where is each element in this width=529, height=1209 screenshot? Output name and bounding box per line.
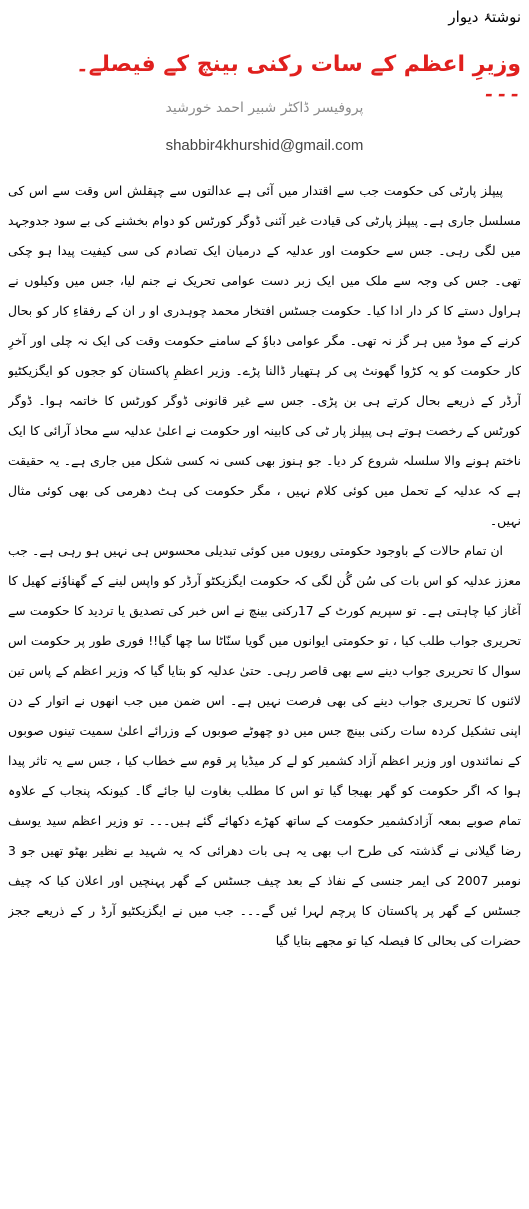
article-body xyxy=(8,176,521,1203)
article-headline: وزیرِ اعظم کے سات رکنی بینچ کے فیصلے۔ ۔۔۔ xyxy=(75,52,521,102)
paragraph: ان تمام حالات کے باوجود حکومتی رویوں میں کوئی تبدیلی محسوس ہی نہیں ہو رہی ہے۔ جب معزز عدلیہ کو اس بات کی سُن گُن لگی کہ حکومت ایگزیکٹو آرڈر کو واپس لینے کے گھناوٗنے کھیل کا آغاز کیا چاہتی ہے۔ تو سپریم کورٹ کے 17رکنی بینچ نے اس خبر کی تصدیق یا تردید کا حکومت سے تحریری جواب طلب کیا ، تو حکومتی ایوانوں میں گویا سنّاٹا سا چھا گیا!! فوری طور پر حکومت اس سوال کا تحریری جواب دینے سے بھی قاصر رہی۔ حتیٰ عدلیہ کو بتایا گیا کہ وزیر اعظم کے پاس تین لائنوں کا تحریری جواب دینے کی بھی فرصت نہیں ہے۔ اس ضمن میں جب انھوں نے اتوار کے دن اپنی تشکیل کردہ سات رکنی بینچ جس میں دو چھوٹے صوبوں کے وزرائے اعلیٰ سمیت تینوں صوبوں کے نمائندوں اور وزیر اعظم آزاد کشمیر کو لے کر میڈیا پر قوم سے خطاب کیا ، جس سے یہ تاثر پیدا ہوا کہ اگر حکومت کو گھر بھیجا گیا تو اس کا مطلب بغاوت لیا جائے گا۔ کیونکہ پنجاب کے علاوہ تمام صوبے بمعہ آزادکشمیر حکومت کے ساتھ کھڑے دکھائے گئے ہیں۔۔۔ تو وزیر اعظم سید یوسف رضا گیلانی نے گذشتہ کی طرح اب بھی یہ ہی بات دھرائی کہ یہ شہید بے نظیر بھٹو تھیں جو 3 نومبر 2007 کی ایمر جنسی کے نفاذ کے بعد چیف جسٹس کے گھر پہنچیں اور اعلان کیا کہ چیف جسٹس کے گھر پر پاکستان کا پرچم لہرا ئیں گے۔۔۔ جب میں نے ایگزیکٹیو آرڈ ر کے ذریعے ججز حضرات کی بحالی کا فیصلہ کیا تو مجھے بتایا گیا xyxy=(8,543,521,948)
author-email: shabbir4khurshid@gmail.com xyxy=(165,137,364,154)
paragraph: پیپلز پارٹی کی حکومت جب سے اقتدار میں آئی ہے عدالتوں سے چپقلش اس وقت سے اس کی مسلسل جاری ہے۔ پیپلز پارٹی کی قیادت غیر آئنی ڈوگر کورٹس کو دوام بخشنے کی بے سود جدوجہد میں لگی رہی۔ جس سے حکومت اور عدلیہ کے درمیان ایک تصادم کی سی کیفیت پیدا ہو چکی تھی۔ جس کی وجہ سے ملک میں ایک زبر دست عوامی تحریک نے جنم لیا، جس میں وکیلوں نے ہراول دستے کا کر دار ادا کیا۔ حکومت جسٹس افتخار محمد چوہدری او ر ان کے رفقاءِ کار کو بحال کرنے کے موڈ میں ہر گز نہ تھی۔ مگر عوامی دباوٗ کے سامنے حکومت وقت کی ایک نہ چلی اور آخرِ کار حکومت کو یہ کڑوا گھونٹ پی کر ہتھیار ڈالنا پڑے۔ وزیر اعظمِ پاکستان کو ججوں کو ایگزیکٹیو آرڈر کے ذریعے بحال کرتے ہی بن پڑی۔ جس سے غیر قانونی ڈوگر کورٹس کا خاتمہ ہوا۔ ڈوگر کورٹس کے رخصت ہوتے ہی پیپلز پار ٹی کی کابینہ اور حکومت نے اعلیٰ عدلیہ سے محاذ آرائی کا ایک ناختم ہونے والا سلسلہ شروع کر دیا۔ جو ہنوز بھی کسی نہ کسی شکل میں جاری ہے۔ یہ حقیقت ہے کہ عدلیہ کے تحمل میں کوئی کلام نہیں ، مگر حکومت کی ہٹ دھرمی کی بھی کوئی مثال نہیں۔ xyxy=(8,183,521,528)
author-byline: پروفیسر ڈاکٹر شبیر احمد خورشید xyxy=(165,100,364,116)
column-label: نوشتۂ دیوار xyxy=(448,8,521,26)
